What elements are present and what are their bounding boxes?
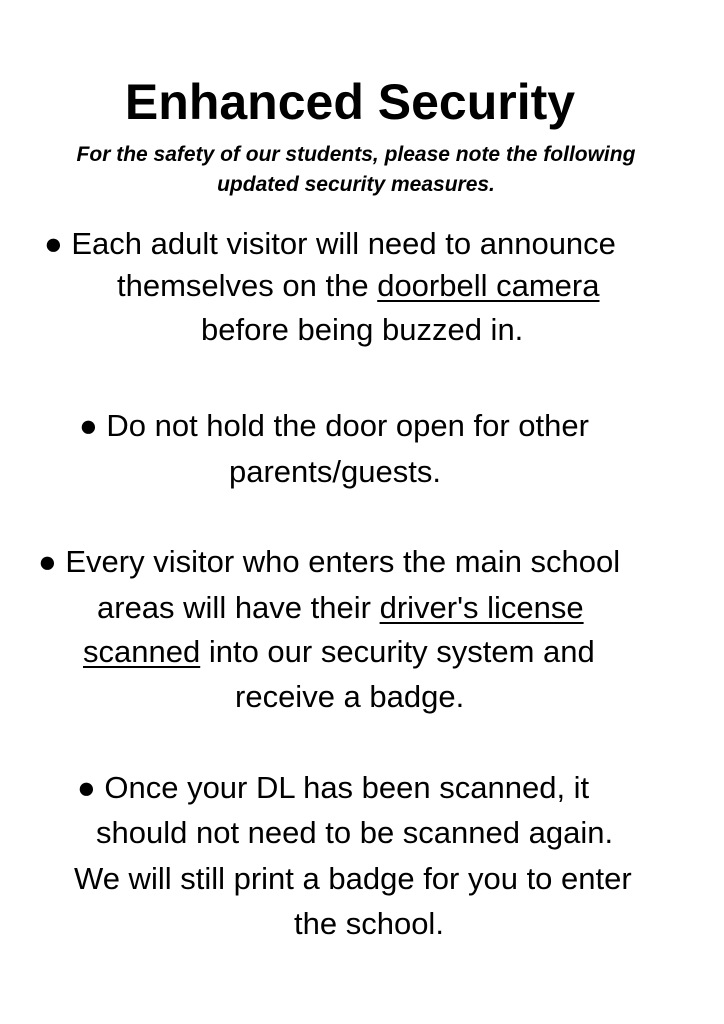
list-item-line: receive a badge.	[235, 679, 465, 714]
subtitle-line-1: For the safety of our students, please note the following	[76, 143, 636, 166]
page-title: Enhanced Security	[124, 74, 576, 130]
list-item-line: the school.	[294, 906, 444, 941]
bullet-icon: ●	[44, 226, 63, 261]
list-item-line: ● Do not hold the door open for other	[79, 408, 589, 443]
drivers-license-text: driver's license	[379, 590, 584, 625]
subtitle-line-2: updated security measures.	[217, 173, 495, 196]
list-item-line: before being buzzed in.	[201, 312, 524, 347]
subtitle	[0, 140, 712, 200]
bullet-icon: ●	[38, 544, 57, 579]
list-item-line: themselves on the doorbell camera	[117, 268, 600, 303]
bullet-icon: ●	[77, 770, 96, 805]
list-item-line: should not need to be scanned again.	[96, 815, 614, 850]
bullet-icon: ●	[79, 408, 98, 443]
list-item-line: scanned into our security system and	[83, 634, 595, 669]
doorbell-camera-text: doorbell camera	[377, 268, 600, 303]
list-item-line: We will still print a badge for you to enter	[74, 861, 632, 896]
list-item-line: parents/guests.	[229, 454, 441, 489]
list-item-line: ● Once your DL has been scanned, it	[77, 770, 590, 805]
list-item-line: areas will have their driver's license	[97, 590, 584, 625]
list-item-line: ● Each adult visitor will need to announce	[44, 226, 616, 261]
list-item-line: ● Every visitor who enters the main school	[38, 544, 621, 579]
scanned-text: scanned	[83, 634, 201, 669]
